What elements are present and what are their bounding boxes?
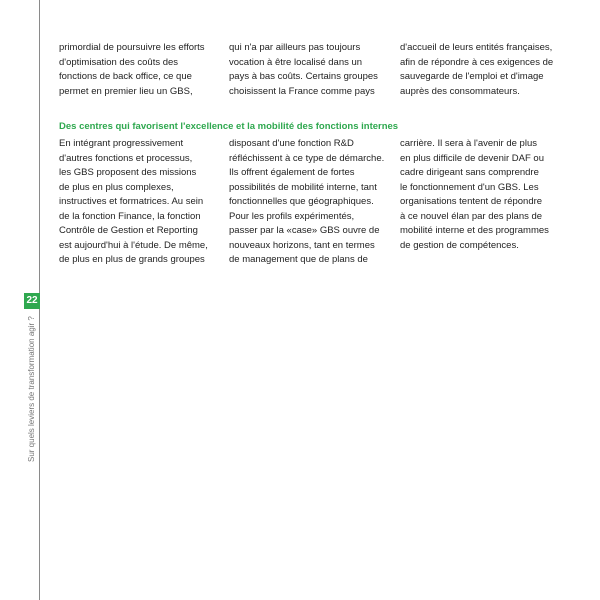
text-line: nouveaux horizons, tant en termes [229,239,375,251]
text-line: En intégrant progressivement [59,138,184,149]
text-line: Pour les profils expérimentés, [229,210,355,222]
text-line: fonctions de back office, ce que [59,71,192,82]
intro-column-2 [229,41,389,99]
text-line: les GBS proposent des missions [59,167,197,178]
text-line: de gestion de compétences. [400,239,519,251]
text-line: permet en premier lieu un GBS, [59,85,193,97]
text-line: Ils offrent également de fortes [229,167,355,178]
intro-column-3 [400,41,560,99]
text-line: afin de répondre à ces exigences de [400,56,554,68]
text-line: fonctionnelles que géographiques. [229,196,374,207]
text-line: choisissent la France comme pays [229,85,375,97]
text-line: instructives et formatrices. Au sein [59,196,204,207]
text-line: Contrôle de Gestion et Reporting [59,225,198,236]
text-line: d'autres fonctions et processus, [59,152,193,164]
text-line: passer par la «case» GBS ouvre de [229,225,380,236]
text-line: auprès des consommateurs. [400,85,520,97]
text-line: primordial de poursuivre les efforts [59,42,205,53]
text-line: possibilités de mobilité interne, tant [229,181,377,193]
section-heading: Des centres qui favorisent l'excellence et la mobilité des fonctions internes [59,121,399,132]
text-line: organisations tentent de répondre [400,196,543,207]
text-line: carrière. Il sera à l'avenir de plus [400,138,537,149]
page-number-badge: 22 [24,293,40,309]
text-line: disposant d'une fonction R&D [229,138,354,149]
text-line: mobilité interne et des programmes [400,225,549,236]
intro-column-1 [59,41,219,99]
text-line: le fonctionnement d'un GBS. Les [400,181,539,193]
section-column-2 [229,137,389,268]
text-line: d'optimisation des coûts des [59,56,179,68]
text-line: de management que de plans de [229,254,368,265]
text-line: qui n'a par ailleurs pas toujours [229,42,361,53]
side-running-title: Sur quels leviers de transformation agir ? [27,316,36,462]
section-column-1 [59,137,219,268]
text-line: d'accueil de leurs entités françaises, [400,42,553,53]
text-line: de plus en plus complexes, [59,181,174,193]
section-column-3 [400,137,560,253]
text-line: de plus en plus de grands groupes [59,254,205,265]
text-line: cadre dirigeant sans comprendre [400,167,539,178]
text-line: est aujourd'hui à l'étude. De même, [59,239,208,251]
text-line: vocation à être localisé dans un [229,56,363,68]
text-line: sauvegarde de l'emploi et d'image [400,71,544,82]
text-line: pays à bas coûts. Certains groupes [229,71,378,82]
text-line: réfléchissent à ce type de démarche. [229,152,385,164]
text-line: de la fonction Finance, la fonction [59,210,201,222]
text-line: en plus difficile de devenir DAF ou [400,152,544,164]
text-line: à ce nouvel élan par des plans de [400,210,543,222]
